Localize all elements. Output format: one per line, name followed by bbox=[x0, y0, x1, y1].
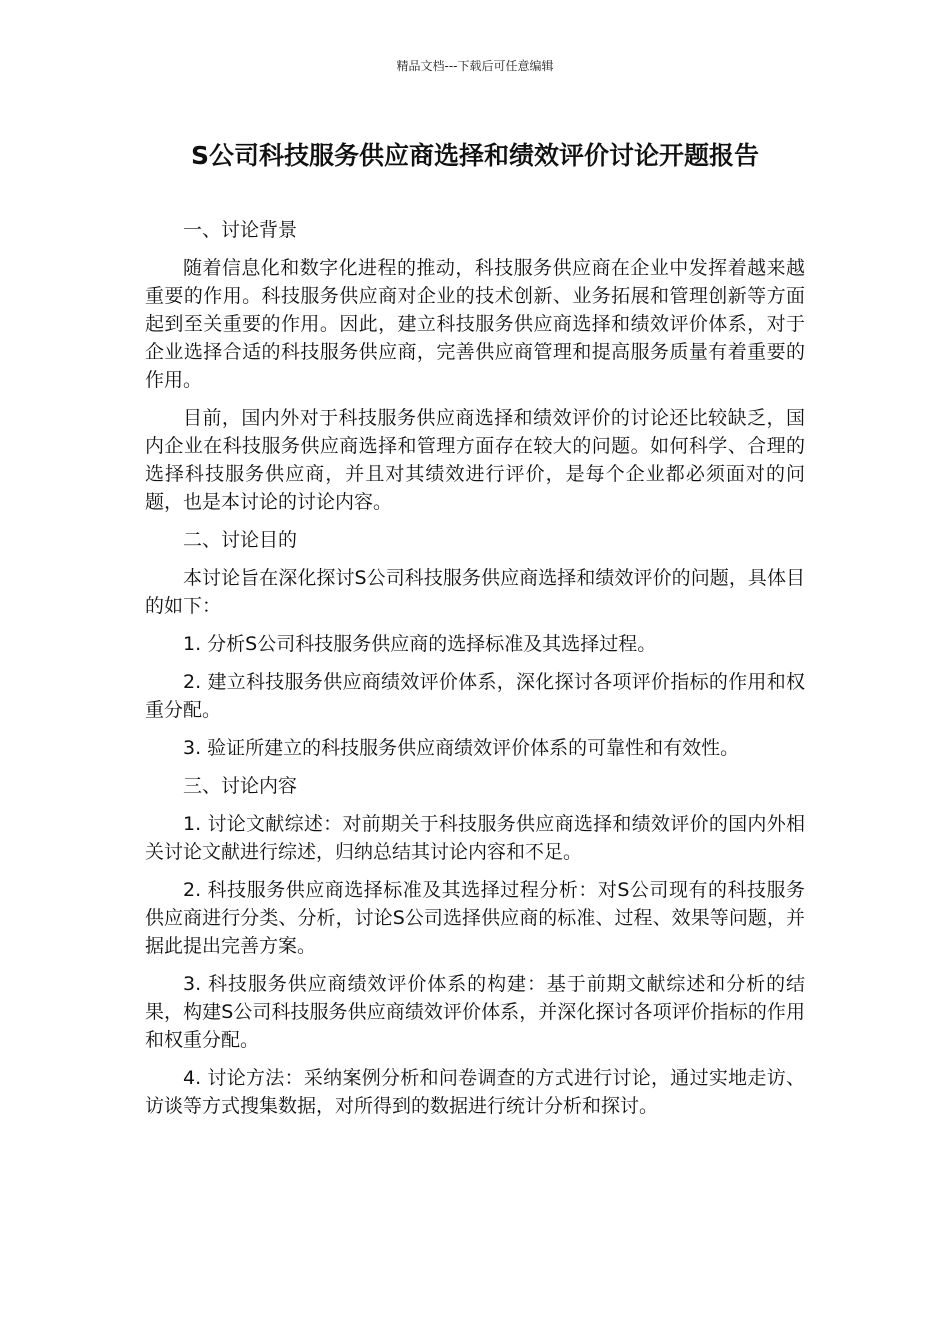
page-header-note: 精品文档---下载后可任意编辑 bbox=[396, 59, 554, 73]
section-heading-content: 三、讨论内容 bbox=[183, 775, 298, 797]
content-item-3: 3. 科技服务供应商绩效评价体系的构建：基于前期文献综述和分析的结果，构建S公司科技服务供应商绩效评价体系，并深化探讨各项评价指标的作用和权重分配。 bbox=[145, 973, 805, 1051]
section-heading-purpose: 二、讨论目的 bbox=[183, 529, 298, 551]
purpose-item-1: 1. 分析S公司科技服务供应商的选择标准及其选择过程。 bbox=[183, 633, 657, 655]
purpose-intro: 本讨论旨在深化探讨S公司科技服务供应商选择和绩效评价的问题，具体目的如下： bbox=[145, 567, 805, 617]
document-body bbox=[145, 216, 805, 1130]
content-item-1: 1. 讨论文献综述：对前期关于科技服务供应商选择和绩效评价的国内外相关讨论文献进行综述，归纳总结其讨论内容和不足。 bbox=[145, 813, 805, 863]
content-item-4: 4. 讨论方法：采纳案例分析和问卷调查的方式进行讨论，通过实地走访、访谈等方式搜集数据，对所得到的数据进行统计分析和探讨。 bbox=[145, 1067, 805, 1117]
document-title: S公司科技服务供应商选择和绩效评价讨论开题报告 bbox=[190, 141, 759, 170]
background-paragraph-1: 随着信息化和数字化进程的推动，科技服务供应商在企业中发挥着越来越重要的作用。科技服务供应商对企业的技术创新、业务拓展和管理创新等方面起到至关重要的作用。因此，建立科技服务供应商选择和绩效评价体系，对于企业选择合适的科技服务供应商，完善供应商管理和提高服务质量有着重要的作用。 bbox=[145, 257, 805, 391]
content-item-2: 2. 科技服务供应商选择标准及其选择过程分析：对S公司现有的科技服务供应商进行分类、分析，讨论S公司选择供应商的标准、过程、效果等问题，并据此提出完善方案。 bbox=[145, 879, 805, 957]
purpose-item-3: 3. 验证所建立的科技服务供应商绩效评价体系的可靠性和有效性。 bbox=[183, 737, 740, 759]
section-heading-background: 一、讨论背景 bbox=[183, 219, 298, 241]
background-paragraph-2: 目前，国内外对于科技服务供应商选择和绩效评价的讨论还比较缺乏，国内企业在科技服务供应商选择和管理方面存在较大的问题。如何科学、合理的选择科技服务供应商，并且对其绩效进行评价，是每个企业都必须面对的问题，也是本讨论的讨论内容。 bbox=[145, 407, 805, 513]
purpose-item-2: 2. 建立科技服务供应商绩效评价体系，深化探讨各项评价指标的作用和权重分配。 bbox=[145, 671, 805, 721]
